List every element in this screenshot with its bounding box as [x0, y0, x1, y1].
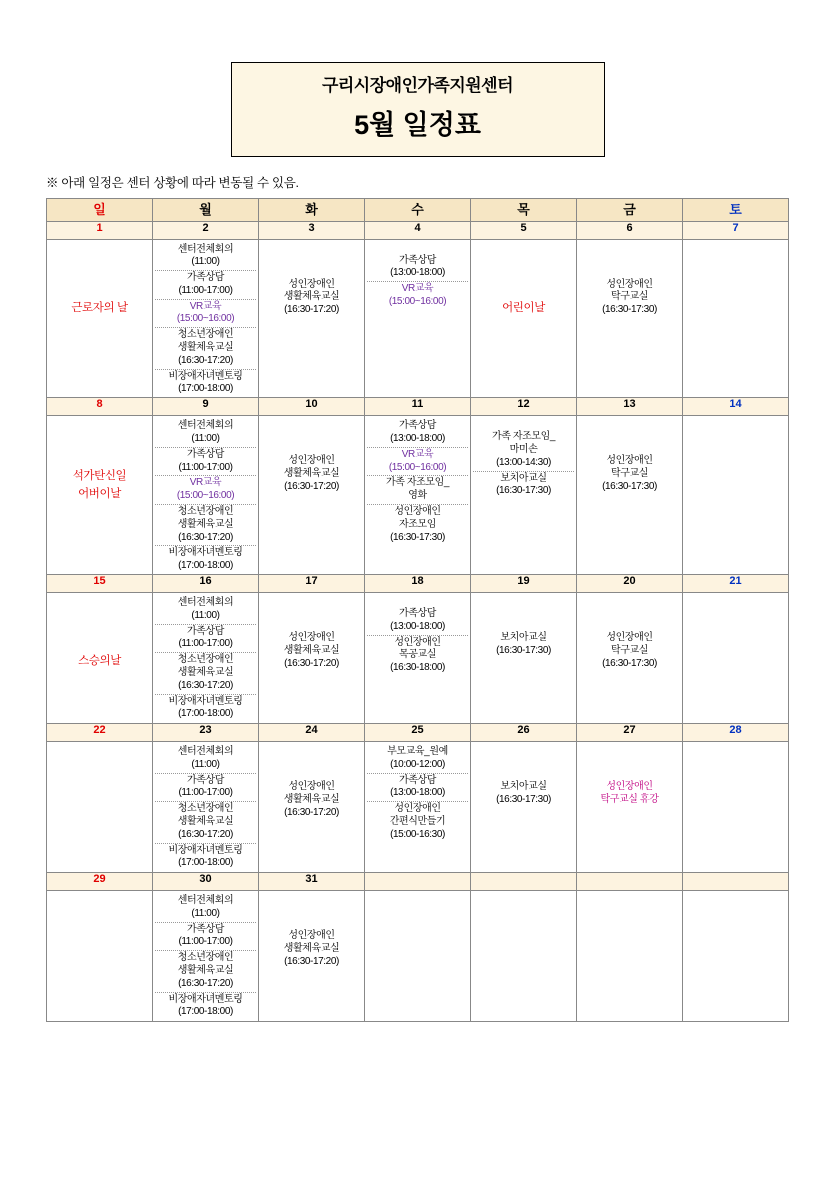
event-name: 생활체육교실 [283, 793, 340, 805]
event-item[interactable] [367, 774, 468, 803]
date-cell: 20 [577, 575, 683, 593]
day-cell[interactable] [47, 239, 153, 398]
event-name: 성인장애인 [394, 506, 441, 518]
date-cell [365, 873, 471, 891]
event-name: 성인장애인 [394, 803, 441, 815]
day-cell[interactable] [577, 742, 683, 873]
event-name: 가족상담 [398, 774, 437, 786]
event-item[interactable] [155, 844, 256, 872]
date-cell [577, 873, 683, 891]
event-time: (16:30-17:30) [602, 304, 657, 316]
day-cell[interactable] [577, 891, 683, 1022]
event-name: 부모교육_원예 [387, 746, 448, 758]
event-name: 청소년장애인 [177, 654, 234, 666]
event-name: 성인장애인 [288, 930, 335, 942]
date-cell: 19 [471, 575, 577, 593]
day-cell[interactable] [153, 593, 259, 724]
day-cell[interactable] [683, 742, 789, 873]
event-time: (11:00) [191, 907, 220, 919]
event-time: (16:30-17:20) [284, 657, 339, 669]
event-item[interactable] [367, 476, 468, 505]
event-name: 성인장애인 [288, 455, 335, 467]
date-cell: 18 [365, 575, 471, 593]
week-row-1 [47, 416, 789, 575]
event-list [577, 593, 682, 671]
event-name: 청소년장애인 [177, 952, 234, 964]
event-name: VR교육 [401, 448, 434, 460]
event-time: (11:00-17:00) [178, 638, 233, 650]
date-cell: 13 [577, 398, 683, 416]
event-name: 생활체육교실 [177, 816, 234, 828]
event-name: 보치아교실 [500, 472, 547, 484]
event-name: 탁구교실 [610, 468, 649, 480]
date-cell: 27 [577, 724, 683, 742]
event-name: 비장애자녀멘토링 [168, 695, 243, 707]
event-item[interactable] [367, 607, 468, 636]
event-item[interactable] [155, 802, 256, 843]
event-time: (13:00-18:00) [390, 620, 445, 632]
day-cell[interactable] [471, 593, 577, 724]
date-cell: 24 [259, 724, 365, 742]
day-cell[interactable] [577, 593, 683, 724]
event-time: (13:00-14:30) [496, 456, 551, 468]
event-list [577, 742, 682, 808]
event-name: 가족상담 [398, 254, 437, 266]
event-time: (17:00-18:00) [178, 708, 233, 720]
event-item[interactable] [155, 774, 256, 803]
page-title: 5월 일정표 [354, 109, 481, 140]
day-cell[interactable] [153, 742, 259, 873]
event-name: 탁구교실 휴강 [600, 793, 659, 805]
event-time: (16:30-17:20) [284, 304, 339, 316]
event-name: 청소년장애인 [177, 506, 234, 518]
event-item[interactable] [579, 780, 680, 808]
event-list [365, 742, 470, 843]
event-item[interactable] [579, 278, 680, 318]
event-item[interactable] [155, 625, 256, 654]
event-item[interactable] [367, 282, 468, 310]
holiday-label [471, 240, 576, 317]
organization-name: 구리시장애인가족지원센터 [321, 76, 514, 95]
day-cell[interactable] [259, 416, 365, 575]
day-cell[interactable] [365, 239, 471, 398]
holiday-label [47, 416, 152, 503]
event-name: 간편식만들기 [389, 816, 446, 828]
event-name: 비장애자녀멘토링 [168, 993, 243, 1005]
event-time: (11:00-17:00) [178, 284, 233, 296]
event-list [153, 891, 258, 1020]
event-time: (11:00-17:00) [178, 461, 233, 473]
event-list [153, 593, 258, 722]
day-cell[interactable] [683, 593, 789, 724]
event-list [365, 416, 470, 545]
day-cell[interactable] [471, 416, 577, 575]
date-cell [471, 873, 577, 891]
day-cell[interactable] [471, 891, 577, 1022]
event-time: (17:00-18:00) [178, 560, 233, 572]
event-item[interactable] [155, 370, 256, 398]
event-time: (16:30-18:00) [390, 662, 445, 674]
event-item[interactable] [579, 631, 680, 671]
date-cell: 10 [259, 398, 365, 416]
event-name: 가족 자조모임_ [385, 477, 450, 489]
day-cell[interactable] [47, 593, 153, 724]
event-item[interactable] [155, 505, 256, 546]
day-cell[interactable] [153, 891, 259, 1022]
event-time: (16:30-17:20) [178, 679, 233, 691]
weekday-header-0: 일 [47, 198, 153, 221]
event-list [471, 593, 576, 659]
event-time: (16:30-17:30) [496, 793, 551, 805]
date-cell: 8 [47, 398, 153, 416]
event-item[interactable] [367, 505, 468, 545]
event-list [259, 593, 364, 671]
date-cell: 26 [471, 724, 577, 742]
day-cell[interactable] [47, 891, 153, 1022]
event-name: 센터전체회의 [177, 597, 234, 609]
event-name: 생활체육교실 [177, 518, 234, 530]
event-item[interactable] [155, 653, 256, 694]
event-item[interactable] [155, 300, 256, 329]
event-time: (15:00~16:00) [176, 490, 235, 502]
date-cell: 17 [259, 575, 365, 593]
date-cell [683, 873, 789, 891]
event-list [153, 742, 258, 871]
event-time: (10:00-12:00) [390, 758, 445, 770]
event-name: VR교육 [189, 477, 222, 489]
event-time: (11:00) [191, 758, 220, 770]
holiday-line: 근로자의 날 [71, 301, 128, 314]
day-cell[interactable] [683, 891, 789, 1022]
event-item[interactable] [473, 430, 574, 471]
event-time: (11:00) [191, 256, 220, 268]
event-time: (15:00-16:30) [390, 828, 445, 840]
event-list [153, 240, 258, 398]
day-cell[interactable] [47, 742, 153, 873]
date-cell: 28 [683, 724, 789, 742]
event-name: 비장애자녀멘토링 [168, 370, 243, 382]
day-cell[interactable] [365, 891, 471, 1022]
event-item[interactable] [155, 894, 256, 923]
event-list [259, 240, 364, 318]
date-cell: 29 [47, 873, 153, 891]
event-name: 센터전체회의 [177, 420, 234, 432]
date-row-3 [47, 724, 789, 742]
event-name: 생활체육교실 [283, 468, 340, 480]
date-cell: 14 [683, 398, 789, 416]
event-name: 성인장애인 [288, 781, 335, 793]
event-name: 센터전체회의 [177, 746, 234, 758]
date-row-0 [47, 221, 789, 239]
event-list [577, 416, 682, 494]
weekday-header-5: 금 [577, 198, 683, 221]
day-cell[interactable] [471, 742, 577, 873]
event-name: 성인장애인 [606, 455, 653, 467]
event-name: 마미손 [509, 444, 538, 456]
event-name: 가족상담 [186, 272, 225, 284]
holiday-label [47, 240, 152, 317]
event-time: (15:00~16:00) [176, 313, 235, 325]
event-name: 가족상담 [186, 448, 225, 460]
date-cell: 5 [471, 221, 577, 239]
event-item[interactable] [261, 278, 362, 318]
event-time: (11:00) [191, 609, 220, 621]
event-item[interactable] [367, 745, 468, 774]
event-name: 탁구교실 [610, 644, 649, 656]
event-name: 보치아교실 [500, 632, 547, 644]
event-item[interactable] [155, 546, 256, 574]
event-name: 가족상담 [186, 774, 225, 786]
day-cell[interactable] [153, 416, 259, 575]
event-name: 비장애자녀멘토링 [168, 547, 243, 559]
event-name: 성인장애인 [394, 636, 441, 648]
event-list [365, 593, 470, 676]
date-cell: 12 [471, 398, 577, 416]
event-item[interactable] [367, 419, 468, 448]
date-cell: 9 [153, 398, 259, 416]
day-cell[interactable] [259, 891, 365, 1022]
event-time: (16:30-17:30) [602, 480, 657, 492]
event-name: 생활체육교실 [177, 342, 234, 354]
event-time: (16:30-17:20) [178, 977, 233, 989]
event-name: 성인장애인 [288, 632, 335, 644]
event-name: 비장애자녀멘토링 [168, 844, 243, 856]
event-item[interactable] [367, 448, 468, 477]
event-item[interactable] [367, 636, 468, 676]
event-item[interactable] [261, 454, 362, 494]
event-name: 목공교실 [398, 649, 437, 661]
event-time: (11:00) [191, 433, 220, 445]
event-time: (17:00-18:00) [178, 383, 233, 395]
date-cell: 6 [577, 221, 683, 239]
date-cell: 31 [259, 873, 365, 891]
event-name: 성인장애인 [606, 278, 653, 290]
notice-text: ※ 아래 일정은 센터 상황에 따라 변동될 수 있음. [46, 175, 299, 190]
date-row-1 [47, 398, 789, 416]
day-cell[interactable] [259, 239, 365, 398]
date-cell: 7 [683, 221, 789, 239]
holiday-label [47, 593, 152, 670]
date-cell: 30 [153, 873, 259, 891]
event-name: 생활체육교실 [283, 291, 340, 303]
event-list [577, 240, 682, 318]
event-list [471, 742, 576, 808]
event-name: 가족상담 [186, 923, 225, 935]
event-name: 생활체육교실 [283, 942, 340, 954]
event-item[interactable] [155, 923, 256, 952]
day-cell[interactable] [153, 239, 259, 398]
event-time: (16:30-17:20) [284, 806, 339, 818]
day-cell[interactable] [365, 416, 471, 575]
day-cell[interactable] [683, 239, 789, 398]
title-area [46, 0, 789, 157]
event-time: (11:00-17:00) [178, 936, 233, 948]
event-time: (13:00-18:00) [390, 433, 445, 445]
event-item[interactable] [473, 472, 574, 500]
weekday-header-1: 월 [153, 198, 259, 221]
weekday-header-4: 목 [471, 198, 577, 221]
event-time: (16:30-17:20) [284, 955, 339, 967]
day-cell[interactable] [259, 593, 365, 724]
day-cell[interactable] [683, 416, 789, 575]
event-name: 생활체육교실 [177, 667, 234, 679]
event-name: 청소년장애인 [177, 329, 234, 341]
day-cell[interactable] [577, 239, 683, 398]
event-list [471, 416, 576, 499]
date-cell: 15 [47, 575, 153, 593]
event-time: (11:00-17:00) [178, 787, 233, 799]
event-name: 가족상담 [186, 625, 225, 637]
event-item[interactable] [261, 929, 362, 969]
event-item[interactable] [155, 951, 256, 992]
date-cell: 21 [683, 575, 789, 593]
event-name: 탁구교실 [610, 291, 649, 303]
date-cell: 4 [365, 221, 471, 239]
weekday-header-6: 토 [683, 198, 789, 221]
date-row-4 [47, 873, 789, 891]
event-item[interactable] [155, 596, 256, 625]
event-item[interactable] [155, 476, 256, 505]
event-item[interactable] [155, 328, 256, 369]
date-cell: 22 [47, 724, 153, 742]
event-name: 가족상담 [398, 420, 437, 432]
event-item[interactable] [367, 254, 468, 283]
event-name: 청소년장애인 [177, 803, 234, 815]
event-time: (17:00-18:00) [178, 1006, 233, 1018]
event-name: 성인장애인 [606, 632, 653, 644]
holiday-line: 어린이날 [502, 301, 545, 314]
event-item[interactable] [473, 780, 574, 808]
event-name: 생활체육교실 [177, 965, 234, 977]
title-box [231, 62, 605, 157]
event-item[interactable] [367, 802, 468, 842]
event-list [153, 416, 258, 574]
event-name: 성인장애인 [288, 278, 335, 290]
event-time: (15:00~16:00) [388, 461, 447, 473]
day-cell[interactable] [471, 239, 577, 398]
holiday-line: 어버이날 [78, 487, 121, 500]
event-name: 가족상담 [398, 608, 437, 620]
event-name: VR교육 [401, 283, 434, 295]
event-name: 센터전체회의 [177, 895, 234, 907]
event-time: (17:00-18:00) [178, 857, 233, 869]
day-cell[interactable] [365, 742, 471, 873]
event-list [259, 891, 364, 969]
day-cell[interactable] [47, 416, 153, 575]
week-row-4 [47, 891, 789, 1022]
event-name: 자조모임 [398, 518, 437, 530]
event-name: 영화 [408, 490, 427, 502]
event-list [259, 416, 364, 494]
event-time: (15:00~16:00) [388, 295, 447, 307]
event-time: (16:30-17:30) [602, 657, 657, 669]
event-name: 생활체육교실 [283, 644, 340, 656]
event-time: (16:30-17:20) [178, 354, 233, 366]
event-time: (16:30-17:30) [496, 644, 551, 656]
week-row-0 [47, 239, 789, 398]
event-item[interactable] [155, 745, 256, 774]
event-time: (16:30-17:20) [284, 480, 339, 492]
weekday-header-3: 수 [365, 198, 471, 221]
calendar-header-row [47, 198, 789, 221]
event-time: (16:30-17:30) [390, 531, 445, 543]
event-time: (16:30-17:30) [496, 485, 551, 497]
date-cell: 25 [365, 724, 471, 742]
week-row-2 [47, 593, 789, 724]
event-name: 보치아교실 [500, 781, 547, 793]
event-time: (13:00-18:00) [390, 267, 445, 279]
date-cell: 16 [153, 575, 259, 593]
event-item[interactable] [473, 631, 574, 659]
event-list [259, 742, 364, 820]
date-row-2 [47, 575, 789, 593]
date-cell: 11 [365, 398, 471, 416]
event-name: 가족 자조모임_ [491, 431, 556, 443]
week-row-3 [47, 742, 789, 873]
event-time: (16:30-17:20) [178, 531, 233, 543]
day-cell[interactable] [577, 416, 683, 575]
holiday-line: 스승의날 [78, 655, 121, 668]
event-item[interactable] [261, 631, 362, 671]
event-item[interactable] [579, 454, 680, 494]
date-cell: 23 [153, 724, 259, 742]
event-item[interactable] [261, 780, 362, 820]
event-time: (16:30-17:20) [178, 828, 233, 840]
holiday-line: 석가탄신일 [72, 470, 127, 483]
date-cell: 2 [153, 221, 259, 239]
day-cell[interactable] [259, 742, 365, 873]
event-time: (13:00-18:00) [390, 787, 445, 799]
event-list [365, 240, 470, 310]
event-item[interactable] [155, 243, 256, 272]
event-name: 센터전체회의 [177, 243, 234, 255]
day-cell[interactable] [365, 593, 471, 724]
event-name: VR교육 [189, 300, 222, 312]
event-name: 성인장애인 [606, 781, 653, 793]
event-item[interactable] [155, 695, 256, 723]
weekday-header-2: 화 [259, 198, 365, 221]
date-cell: 3 [259, 221, 365, 239]
event-item[interactable] [155, 419, 256, 448]
event-item[interactable] [155, 271, 256, 300]
event-item[interactable] [155, 993, 256, 1021]
event-item[interactable] [155, 448, 256, 477]
calendar-table [46, 198, 789, 1023]
date-cell: 1 [47, 221, 153, 239]
